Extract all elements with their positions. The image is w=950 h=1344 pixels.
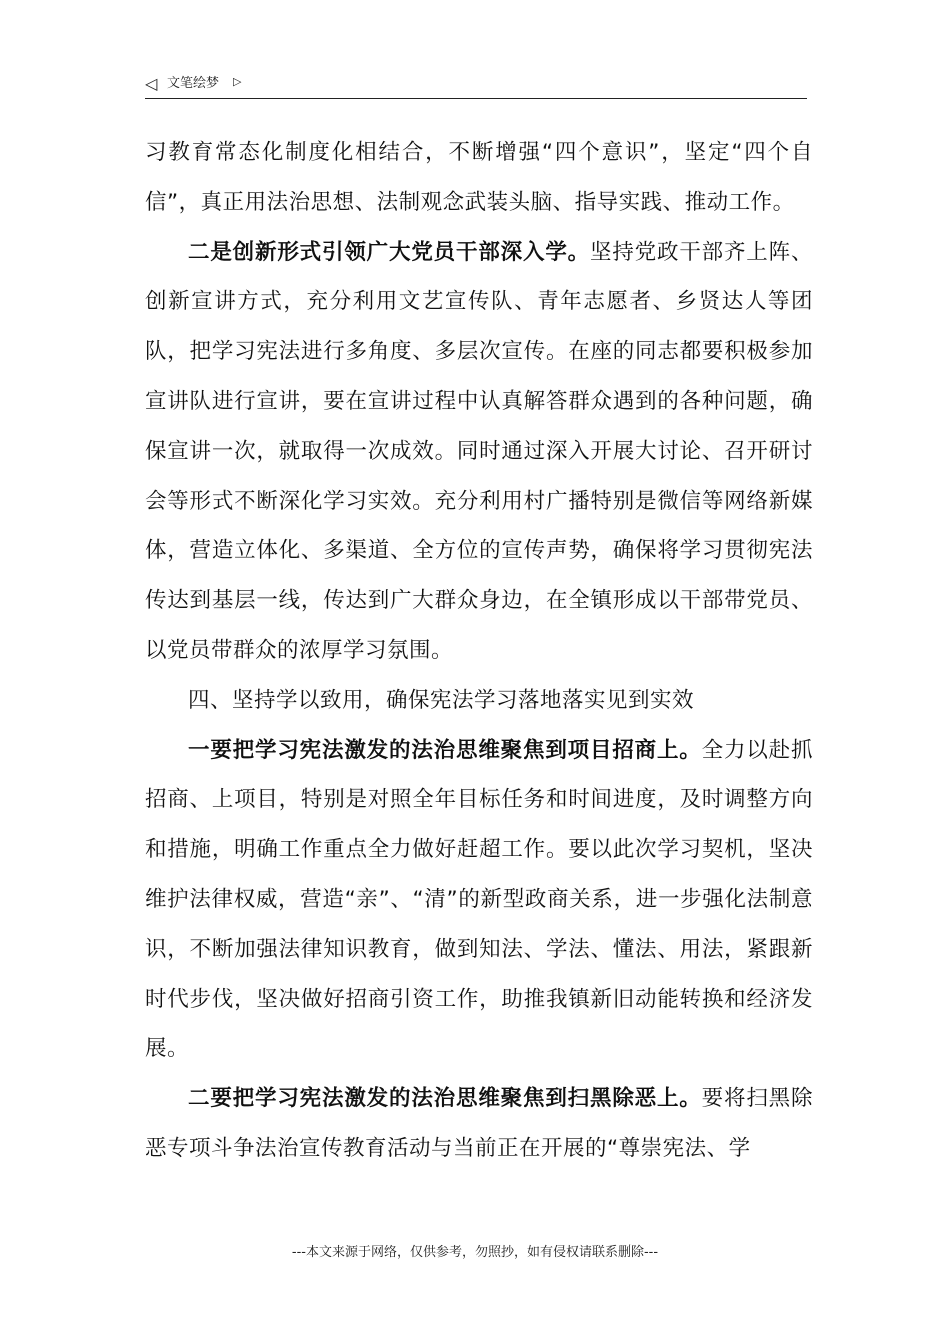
paragraph-text: 全力以赴抓招商、上项目，特别是对照全年目标任务和时间进度，及时调整方向和措施，明确工作重点全力做好赶超工作。要以此次学习契机，坚决维护法律权威，营造“亲”、“清”的新型政商关系，进一步强化法制意识，不断加强法律知识教育，做到知法、学法、懂法、用法，紧跟新时代步伐，坚决做好招商引资工作，助推我镇新旧动能转换和经济发展。 (145, 737, 813, 1062)
brand-name: 文笔绘梦 (167, 76, 220, 91)
triangle-right-outline-icon: ▷ (233, 75, 242, 88)
paragraph-text: 要将扫黑除恶专项斗争法治宣传教育活动与当前正在开展的“尊崇宪法、学 (145, 1086, 813, 1161)
paragraph-lead: 二是创新形式引领广大党员干部深入学。 (188, 239, 590, 265)
page-header (145, 72, 807, 99)
document-body (145, 128, 813, 1174)
footer-disclaimer: ---本文来源于网络，仅供参考，勿照抄，如有侵权请联系删除--- (291, 1245, 659, 1260)
section-heading (145, 676, 813, 726)
triangle-left-outline-icon: ◁ (145, 74, 158, 93)
paragraph-continuation (145, 128, 813, 228)
paragraph-lead: 二要把学习宪法激发的法治思维聚焦到扫黑除恶上。 (188, 1086, 702, 1112)
paragraph-text: 坚持党政干部齐上阵、创新宣讲方式，充分利用文艺宣传队、青年志愿者、乡贤达人等团队，把学习宪法进行多角度、多层次宣传。在座的同志都要积极参加宣讲队进行宣讲，要在宣讲过程中认真解答群众遇到的各种问题，确保宣讲一次，就取得一次成效。同时通过深入开展大讨论、召开研讨会等形式不断深化学习实效。充分利用村广播特别是微信等网络新媒体，营造立体化、多渠道、全方位的宣传声势，确保将学习贯彻宪法传达到基层一线，传达到广大群众身边，在全镇形成以干部带党员、以党员带群众的浓厚学习氛围。 (145, 239, 813, 663)
paragraph-two (145, 228, 813, 676)
paragraph-text: 习教育常态化制度化相结合，不断增强“四个意识”，坚定“四个自信”，真正用法治思想、法制观念武装头脑、指导实践、推动工作。 (145, 140, 813, 215)
paragraph-five (145, 1074, 813, 1174)
paragraph-four (145, 726, 813, 1075)
paragraph-text: 四、坚持学以致用，确保宪法学习落地落实见到实效 (188, 687, 695, 713)
paragraph-lead: 一要把学习宪法激发的法治思维聚焦到项目招商上。 (188, 737, 702, 763)
